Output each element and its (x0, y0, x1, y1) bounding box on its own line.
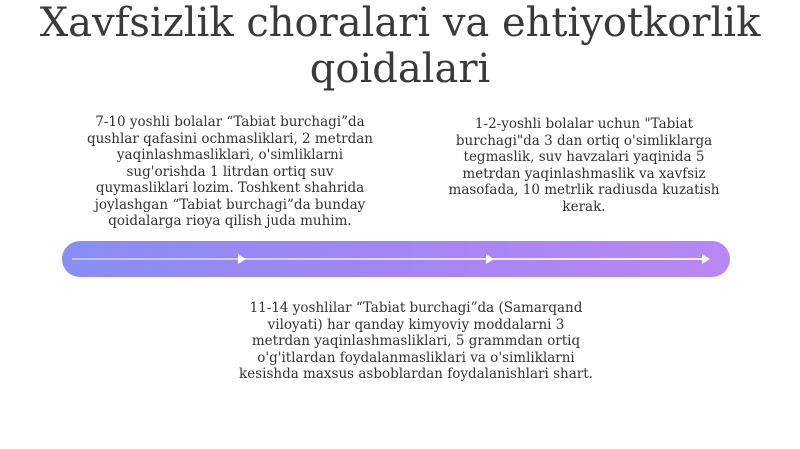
text-block-bottom: 11-14 yoshlilar “Tabiat burchagi”da (Samarqand viloyati) har qanday kimyoviy moddalarni 3 metrdan yaqinlashmasliklari, 5 grammdan ortiq o'g'itlardan foydalanmasliklari va o'simliklarni kesishda maxsus asboblardan foydalanishlari shart. (239, 300, 593, 382)
text-block-right: 1-2-yoshli bolalar uchun "Tabiat burchagi"da 3 dan ortiq o'simliklarga tegmaslik, suv havzalari yaqinida 5 metrdan yaqinlashmaslik va xavfsiz masofada, 10 metrlik radiusda kuzatish kerak. (448, 116, 720, 215)
arrow-right-icon (702, 254, 710, 264)
timeline-line (72, 258, 704, 260)
arrow-right-icon (238, 254, 246, 264)
text-block-left: 7-10 yoshli bolalar “Tabiat burchagi”da qushlar qafasini ochmasliklari, 2 metrdan yaqinlashmasliklari, o'simliklarni sug'orishda 1 litrdan ortiq suv quymasliklari lozim. Toshkent shahrida joylashgan “Tabiat burchagi”da bunday qoidalarga rioya qilish juda muhim. (87, 114, 373, 229)
arrow-right-icon (486, 254, 494, 264)
timeline-bar (62, 241, 730, 277)
slide-title: Xavfsizlik choralari va ehtiyotkorlik qoidalari (39, 0, 761, 92)
